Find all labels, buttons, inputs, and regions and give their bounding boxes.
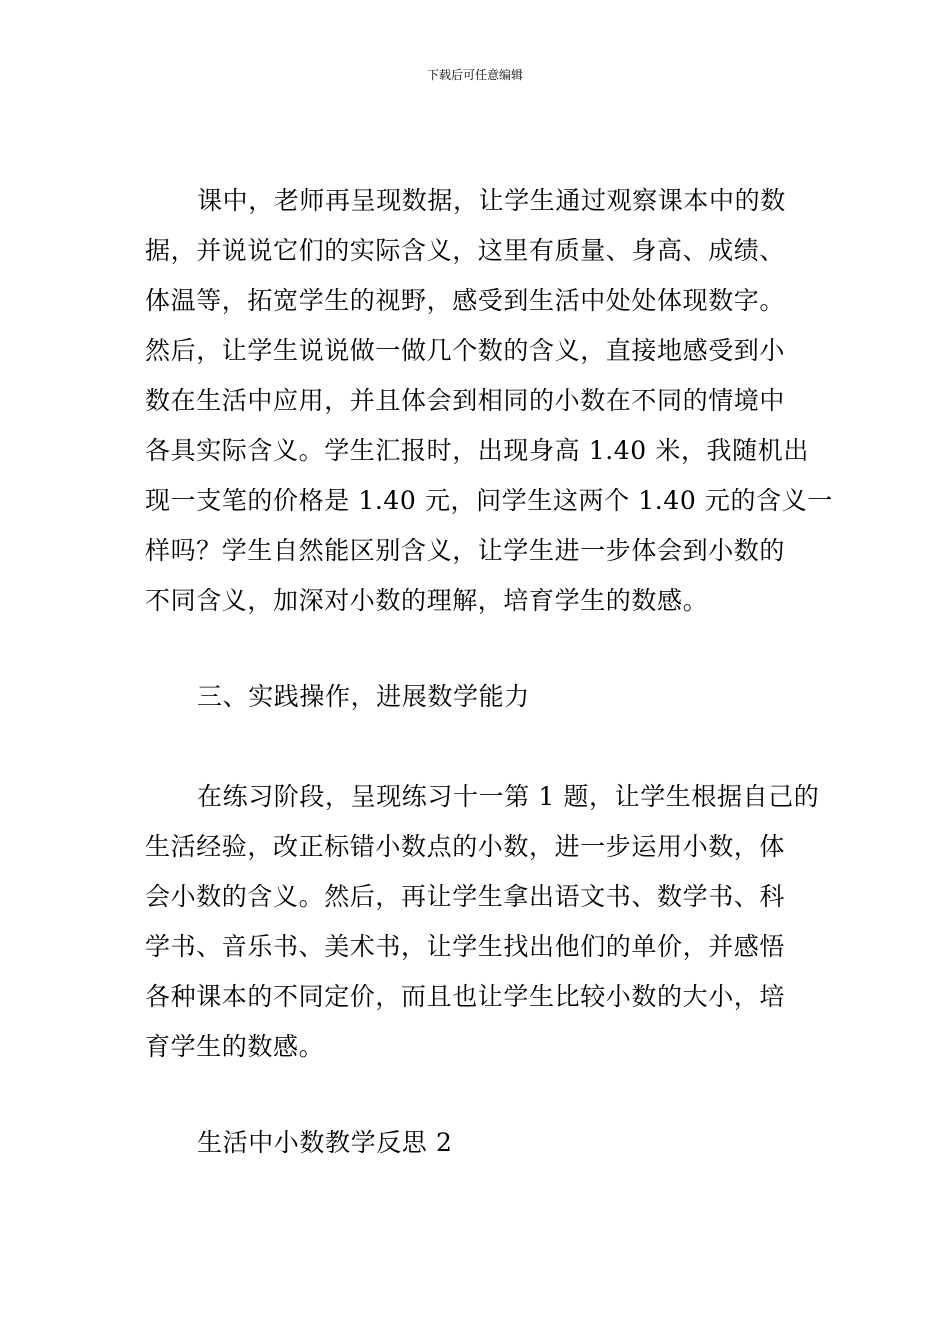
text-line: 样吗？学生自然能区别含义，让学生进一步体会到小数的	[145, 536, 786, 565]
text-line: 各具实际含义。学生汇报时，出现身高 1.40 米，我随机出	[145, 436, 809, 465]
document-subtitle	[145, 1118, 807, 1168]
text-line: 数在生活中应用，并且体会到相同的小数在不同的情境中	[145, 386, 786, 415]
text-line: 不同含义，加深对小数的理解，培育学生的数感。	[145, 586, 709, 615]
text-line: 育学生的数感。	[145, 1032, 325, 1061]
text-line: 然后，让学生说说做一做几个数的含义，直接地感受到小	[145, 336, 786, 365]
text-line: 学书、音乐书、美术书，让学生找出他们的单价，并感悟	[145, 932, 786, 961]
text-line: 据，并说说它们的实际含义，这里有质量、身高、成绩、	[145, 236, 786, 265]
heading-line: 三、实践操作，进展数学能力	[197, 682, 530, 711]
subtitle-line: 生活中小数教学反思 2	[197, 1128, 453, 1157]
text-line: 体温等，拓宽学生的视野，感受到生活中处处体现数字。	[145, 286, 786, 315]
page-header: 下载后可任意编辑	[426, 68, 523, 82]
paragraph-practice	[145, 772, 820, 1072]
text-line: 课中，老师再呈现数据，让学生通过观察课本中的数	[197, 186, 786, 215]
text-line: 现一支笔的价格是 1.40 元，问学生这两个 1.40 元的含义一	[145, 486, 833, 515]
section-heading	[145, 672, 807, 722]
text-line: 在练习阶段，呈现练习十一第 1 题，让学生根据自己的	[197, 782, 820, 811]
text-line: 生活经验，改正标错小数点的小数，进一步运用小数，体	[145, 832, 786, 861]
text-line: 各种课本的不同定价，而且也让学生比较小数的大小，培	[145, 982, 786, 1011]
paragraph-classroom-data	[145, 176, 833, 626]
text-line: 会小数的含义。然后，再让学生拿出语文书、数学书、科	[145, 882, 786, 911]
